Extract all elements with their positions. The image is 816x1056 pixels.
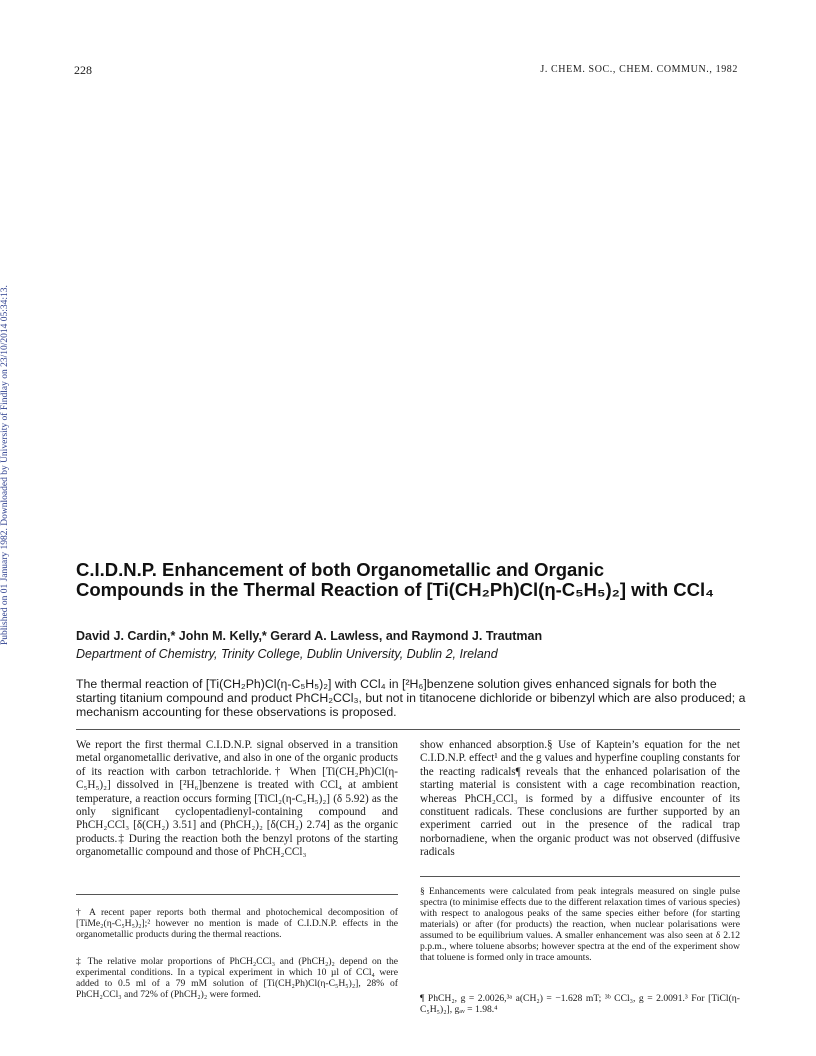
author-list: David J. Cardin,* John M. Kelly,* Gerard A. Lawless, and Raymond J. Trautman: [76, 629, 543, 643]
download-stamp-text: Published on 01 January 1982. Downloaded by University of Findlay on 23/10/2014 05:34:13.: [0, 285, 10, 645]
abstract-divider: [76, 729, 740, 730]
page-number: 228: [74, 63, 92, 77]
article-title: [76, 560, 756, 600]
footnote-section: § Enhancements were calculated from peak integrals measured on single pulse spectra (to minimise effects due to the different relaxation times of various species) with respect to analogous peaks of the same species either before (for starting materials) or after (for products) the reaction, when nuclear polarisations were assumed to be equilibrium values. A smaller enhancement was also seen at δ 2.12 p.p.m., where toluene absorbs; however spectra at the end of the experiment show that toluene is formed only in trace amounts.: [420, 886, 740, 963]
footnote-double-dagger: ‡ The relative molar proportions of PhCH₂CCl₃ and (PhCH₂)₂ depend on the experimental conditions. In a typical experiment in which 10 µl of CCl₄ were added to 0.5 ml of a 79 mM solution of [Ti(CH₂Ph)Cl(η-C₅H₅)₂], 28% of PhCH₂CCl₃ and 72% of (PhCH₂)₂ were formed.: [76, 956, 398, 1000]
footnote-divider-left: [76, 894, 398, 895]
title-line-2: Compounds in the Thermal Reaction of [Ti(CH₂Ph)Cl(η-C₅H₅)₂] with CCl₄: [76, 579, 714, 600]
footnote-divider-right: [420, 876, 740, 877]
title-line-1: C.I.D.N.P. Enhancement of both Organometallic and Organic: [76, 559, 605, 580]
body-left-column: We report the first thermal C.I.D.N.P. signal observed in a transition metal organometallic derivative, and also in one of the organic products of its reaction with carbon tetrachloride.† When [Ti(CH₂Ph)Cl(η-C₅H₅)₂] dissolved in [²H₆]benzene is treated with CCl₄ at ambient temperature, a reaction occurs forming [TiCl₂(η-C₅H₅)₂] (δ 5.92) as the only significant cyclopentadienyl-containing compound and PhCH₂CCl₃ [δ(CH₂) 3.51] and (PhCH₂)₂ [δ(CH₂) 2.74] as the organic products.‡ During the reaction both the benzyl protons of the starting organometallic compound and those of PhCH₂CCl₃: [76, 739, 398, 859]
journal-header: J. CHEM. SOC., CHEM. COMMUN., 1982: [540, 64, 738, 75]
footnote-pilcrow: ¶ PhCH₂, g = 2.0026,³ᵃ a(CH₂) = −1.628 mT; ³ᵇ CCl₃, g = 2.0091.³ For [TiCl(η-C₅H₅)₂], gₐᵥ = 1.98.⁴: [420, 993, 740, 1015]
affiliation: Department of Chemistry, Trinity College, Dublin University, Dublin 2, Ireland: [76, 647, 498, 661]
abstract: The thermal reaction of [Ti(CH₂Ph)Cl(η-C₅H₅)₂] with CCl₄ in [²H₆]benzene solution gives enhanced signals for both the starting titanium compound and product PhCH₂CCl₃, but not in titanocene dichloride or bibenzyl which are also produced; a mechanism accounting for these observations is proposed.: [76, 677, 746, 719]
body-right-column: show enhanced absorption.§ Use of Kaptein’s equation for the net C.I.D.N.P. effect¹ and the g values and hyperfine coupling constants for the reacting radicals¶ reveals that the enhanced polarisation of the starting material is consistent with a cage recombination reaction, whereas PhCH₂CCl₃ is formed by a diffusive encounter of its constituent radicals. These conclusions are further supported by an experiment carried out in the presence of the radical trap norbornadiene, when the organic product was not observed (diffusive radicals: [420, 739, 740, 859]
footnote-dagger: † A recent paper reports both thermal and photochemical decomposition of [TiMe₂(η-C₅H₅)₂];² however no mention is made of C.I.D.N.P. effects in the organometallic products during the thermal reactions.: [76, 907, 398, 940]
